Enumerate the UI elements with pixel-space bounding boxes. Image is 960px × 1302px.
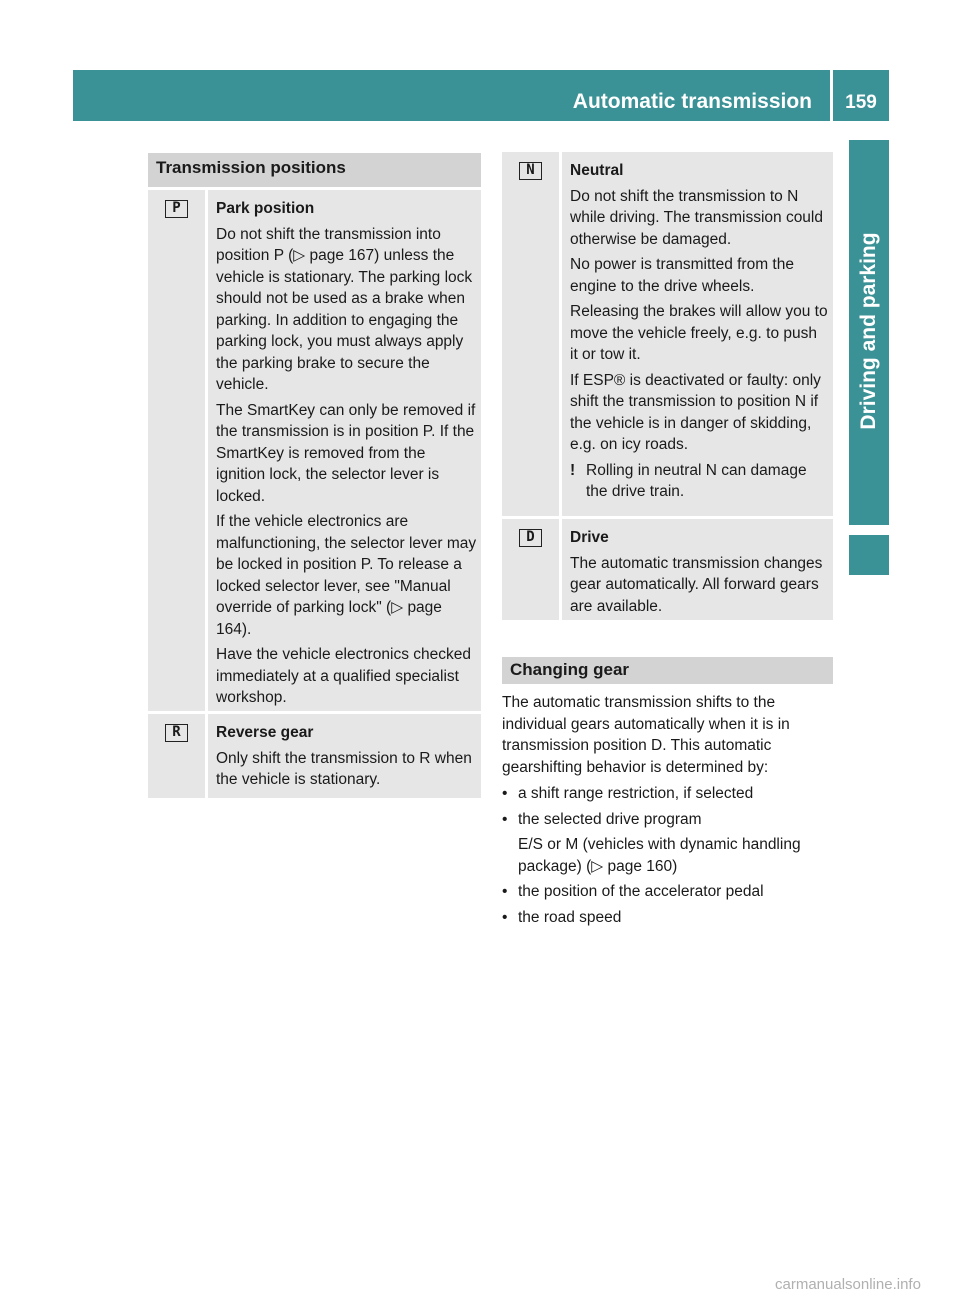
paragraph: Have the vehicle electronics checked immediately at a qualified specialist workshop.: [216, 646, 472, 706]
row-title: Park position: [216, 200, 315, 217]
paragraph: If the vehicle electronics are malfunctioning, the selector lever may be locked in position P. To release a locked selector lever, see "Manual override of parking lock" (▷ page 164).: [216, 513, 477, 638]
gear-r-icon: R: [165, 724, 188, 742]
table-row-neutral: [502, 152, 833, 516]
paragraph: If ESP® is deactivated or faulty: only shift the transmission to position N if the vehicle is in danger of skidding, e.g. on icy roads.: [570, 371, 821, 453]
transmission-positions-table: [148, 153, 481, 798]
paragraph: The automatic transmission changes gear automatically. All forward gears are available.: [570, 554, 823, 615]
table-row-park: [148, 187, 481, 711]
transmission-positions-table-continued: [502, 152, 833, 620]
warning-note: [570, 460, 829, 503]
side-tab-marker: [849, 535, 889, 575]
table-row-reverse: [148, 711, 481, 798]
paragraph: Releasing the brakes will allow you to move the vehicle freely, e.g. to push it or tow it.: [570, 303, 828, 363]
paragraph: Do not shift the transmission to N while driving. The transmission could otherwise be damaged.: [570, 187, 823, 248]
row-title: Neutral: [570, 162, 624, 179]
page-number: 159: [845, 92, 877, 113]
row-title: Reverse gear: [216, 724, 314, 741]
list-item: • the position of the accelerator pedal: [502, 881, 834, 903]
row-title: Drive: [570, 529, 609, 546]
bullet-icon: •: [502, 908, 508, 926]
gear-n-icon: N: [519, 162, 542, 180]
watermark: carmanualsonline.info: [775, 1276, 921, 1293]
paragraph: The SmartKey can only be removed if the transmission is in position P. If the SmartKey is removed from the ignition lock, the selector lever is locked.: [216, 401, 476, 505]
section-heading: Changing gear: [502, 657, 833, 684]
list-item: • a shift range restriction, if selected: [502, 783, 834, 805]
warning-icon: !: [570, 461, 576, 479]
changing-gear-body: [502, 692, 834, 932]
gear-p-icon: P: [165, 200, 188, 218]
paragraph: Do not shift the transmission into position P (▷ page 167) unless the vehicle is stationary. The parking lock should not be used as a brake when parking. In addition to engaging the parking lock, you must always apply the parking brake to secure the vehicle.: [216, 225, 473, 393]
paragraph: No power is transmitted from the engine to the drive wheels.: [570, 256, 794, 295]
table-row-drive: [502, 516, 833, 620]
page-title: Automatic transmission: [572, 90, 812, 113]
intro-paragraph: The automatic transmission shifts to the individual gears automatically when it is in transmission position D. This automatic gearshifting behavior is determined by:: [502, 694, 790, 776]
table-heading: Transmission positions: [148, 153, 481, 187]
gear-d-icon: D: [519, 529, 542, 547]
list-item-detail: E/S or M (vehicles with dynamic handling package) (▷ page 160): [518, 836, 801, 875]
bullet-icon: •: [502, 883, 508, 900]
bullet-icon: •: [502, 810, 508, 828]
side-tab-label: Driving and parking: [857, 232, 880, 430]
paragraph: Only shift the transmission to R when the vehicle is stationary.: [216, 749, 472, 788]
list-item: • the selected drive program E/S or M (vehicles with dynamic handling package) (▷ page 160): [502, 809, 834, 878]
bullet-icon: •: [502, 785, 508, 802]
warning-text: Rolling in neutral N can damage the drive train.: [586, 461, 807, 500]
list-item: • the road speed: [502, 907, 834, 929]
